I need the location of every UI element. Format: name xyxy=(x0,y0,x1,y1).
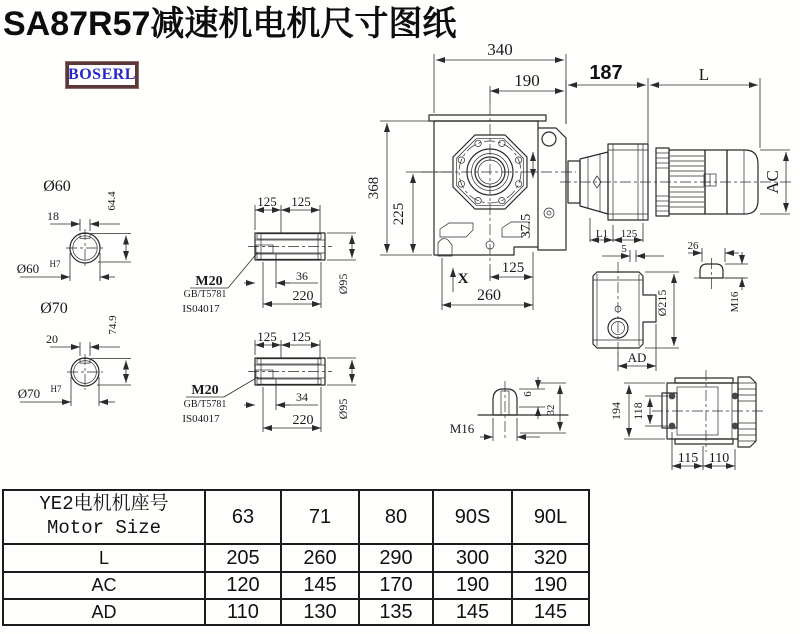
dim-110: 110 xyxy=(708,451,730,466)
h1-standard-2: IS04017 xyxy=(182,303,220,315)
x-mark: X xyxy=(457,271,469,287)
dim-AD: AD xyxy=(627,350,647,365)
row-label-L: L xyxy=(3,544,205,572)
h1-dim-125-right: 125 xyxy=(291,194,311,209)
dim-340: 340 xyxy=(487,40,513,59)
table-header-label xyxy=(3,490,205,544)
table-row xyxy=(3,544,589,572)
table-cell: 145 xyxy=(433,599,512,625)
h2-dim-34: 34 xyxy=(296,390,308,404)
thread-M16-side: M16 xyxy=(729,291,741,313)
table-row xyxy=(3,599,589,625)
h1-dim-220: 220 xyxy=(292,289,314,304)
dim-194: 194 xyxy=(609,402,623,420)
dim-190: 190 xyxy=(514,71,540,90)
table-cell: 135 xyxy=(359,599,433,625)
table-cell: 300 xyxy=(433,544,512,572)
h2-standard-1: GB/T5781 xyxy=(183,399,227,410)
h2-dim-125-left: 125 xyxy=(257,329,277,344)
h1-standard-1: GB/T5781 xyxy=(183,289,227,300)
table-col-63: 63 xyxy=(205,490,281,544)
dim-6: 6 xyxy=(522,391,534,397)
dim-20: 20 xyxy=(46,332,58,346)
table-col-71: 71 xyxy=(281,490,359,544)
dim-64-4: 64.4 xyxy=(106,191,118,211)
motor-assembly xyxy=(560,144,792,220)
shaft60-tolerance: H7 xyxy=(49,259,61,269)
table-header-line2: Motor Size xyxy=(46,517,162,539)
h1-thread-label: M20 xyxy=(195,274,223,289)
shaft70-bore: Ø70 xyxy=(17,386,41,401)
h2-dim-220: 220 xyxy=(292,413,314,428)
table-cell: 190 xyxy=(512,572,589,599)
table-cell: 290 xyxy=(359,544,433,572)
front-view xyxy=(421,104,576,268)
h1-dim-36: 36 xyxy=(296,269,308,283)
shaft60-label: Ø60 xyxy=(43,178,71,195)
shaft60-view xyxy=(17,178,131,281)
table-cell: 130 xyxy=(281,599,359,625)
page-title: SA87R57减速机电机尺寸图纸 xyxy=(3,5,457,43)
side-view xyxy=(590,218,748,371)
shaft70-tolerance: H7 xyxy=(50,384,62,394)
dim-187: 187 xyxy=(589,62,623,84)
hollow-shaft-2-view xyxy=(182,329,356,432)
dim-125-side: 125 xyxy=(620,228,638,240)
rear-view xyxy=(609,370,766,470)
dim-118: 118 xyxy=(631,402,645,420)
dim-37-5: 37.5 xyxy=(519,213,534,239)
dim-115: 115 xyxy=(677,451,699,466)
h2-thread-label: M20 xyxy=(191,383,219,398)
dim-26: 26 xyxy=(687,240,699,252)
key-view xyxy=(450,377,568,441)
dim-260: 260 xyxy=(477,287,501,304)
hollow-shaft-1-view xyxy=(182,194,356,315)
table-col-90L: 90L xyxy=(512,490,589,544)
table-cell: 170 xyxy=(359,572,433,599)
dim-225: 225 xyxy=(391,202,407,226)
table-cell: 190 xyxy=(433,572,512,599)
thread-M16-key: M16 xyxy=(449,421,475,436)
table-cell: 145 xyxy=(281,572,359,599)
dim-125-bottom: 125 xyxy=(501,260,525,276)
brand-logo-text: BOSERL xyxy=(68,66,136,83)
dim-368: 368 xyxy=(366,176,382,200)
table-row xyxy=(3,572,589,599)
h2-dim-125-right: 125 xyxy=(291,329,311,344)
h1-dim-dia95: Ø95 xyxy=(336,273,350,295)
shaft70-view xyxy=(18,300,131,406)
row-label-AC: AC xyxy=(3,572,205,599)
table-cell: 120 xyxy=(205,572,281,599)
table-cell: 260 xyxy=(281,544,359,572)
table-header-row xyxy=(3,490,589,544)
dim-74-9: 74.9 xyxy=(107,315,119,335)
motor-size-table xyxy=(2,489,590,626)
table-cell: 320 xyxy=(512,544,589,572)
h2-dim-dia95: Ø95 xyxy=(336,398,350,420)
dim-18: 18 xyxy=(47,209,59,223)
table-header-line1: YE2电机机座号 xyxy=(39,493,169,516)
row-label-AD: AD xyxy=(3,599,205,625)
table-cell: 110 xyxy=(205,599,281,625)
h1-dim-125-left: 125 xyxy=(257,194,277,209)
dim-5: 5 xyxy=(621,243,627,255)
dim-32: 32 xyxy=(545,404,557,416)
shaft60-bore: Ø60 xyxy=(16,261,40,276)
dim-L1: L1 xyxy=(595,228,609,240)
h2-standard-2: IS04017 xyxy=(182,413,220,425)
table-cell: 205 xyxy=(205,544,281,572)
dim-AC: AC xyxy=(763,170,782,194)
table-cell: 145 xyxy=(512,599,589,625)
dim-L: L xyxy=(698,65,710,84)
table-col-90S: 90S xyxy=(433,490,512,544)
dim-dia215: Ø215 xyxy=(655,289,669,317)
table-col-80: 80 xyxy=(359,490,433,544)
shaft70-label: Ø70 xyxy=(40,300,68,317)
